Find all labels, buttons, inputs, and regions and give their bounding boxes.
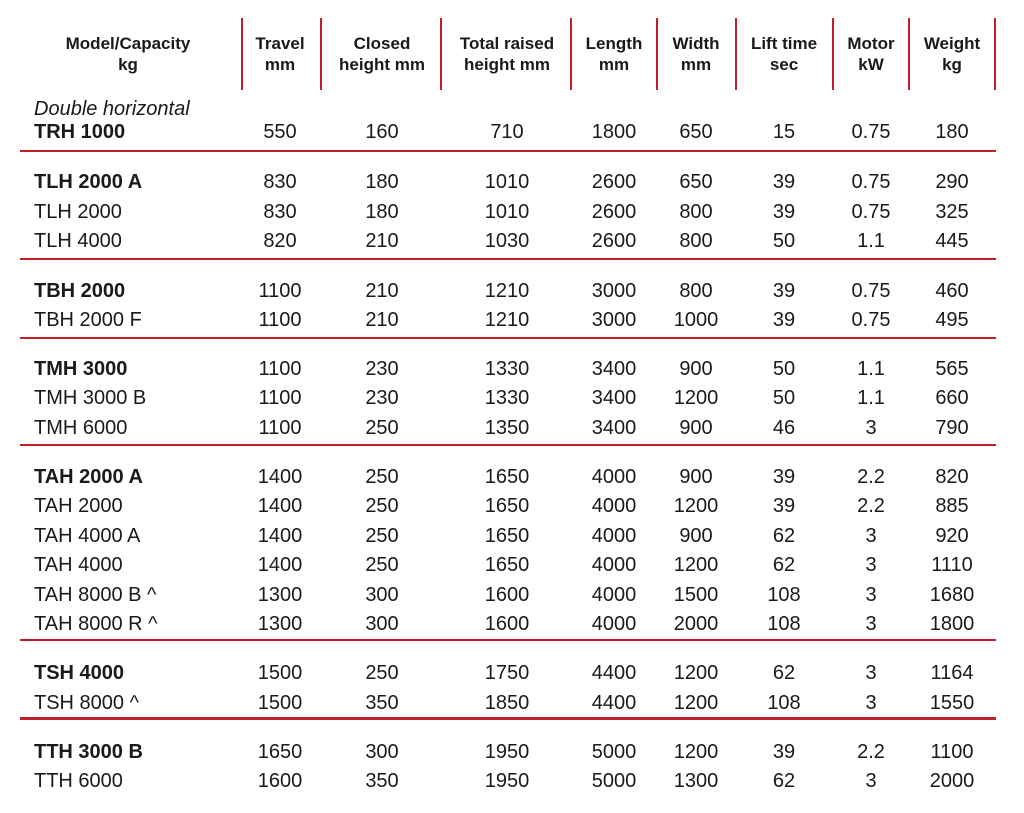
model-cell: TAH 8000 R ^ [34, 613, 158, 635]
motor-cell: 3 [865, 770, 877, 792]
travel-cell: 1500 [257, 692, 303, 714]
length-cell: 2600 [591, 171, 637, 193]
travel-cell: 1600 [257, 770, 303, 792]
closed-cell: 250 [365, 662, 399, 684]
lift-cell: 39 [772, 280, 796, 302]
motor-cell: 3 [865, 525, 877, 547]
width-cell: 1000 [673, 309, 719, 331]
model-cell: TSH 8000 ^ [34, 692, 139, 714]
width-cell: 2000 [673, 613, 719, 635]
travel-cell: 830 [263, 201, 297, 223]
header-motor [835, 18, 907, 90]
header-label-line2: sec [769, 55, 799, 74]
table-row [20, 306, 996, 336]
raised-cell: 1010 [484, 171, 530, 193]
motor-cell: 2.2 [857, 466, 885, 488]
width-cell: 800 [679, 230, 713, 252]
width-cell: 800 [679, 280, 713, 302]
weight-cell: 565 [935, 358, 969, 380]
header-label-line1: Travel [255, 34, 305, 53]
motor-cell: 3 [865, 662, 877, 684]
closed-cell: 300 [365, 741, 399, 763]
length-cell: 5000 [591, 741, 637, 763]
closed-cell: 230 [365, 358, 399, 380]
header-travel [240, 18, 320, 90]
motor-cell: 3 [865, 554, 877, 576]
header-weight [912, 18, 992, 90]
table-row [20, 738, 996, 768]
length-cell: 4000 [591, 495, 637, 517]
header-label-line1: Weight [923, 34, 981, 53]
length-cell: 5000 [591, 770, 637, 792]
weight-cell: 820 [935, 466, 969, 488]
header-column-divider [735, 18, 737, 90]
header-label-line1: Closed [353, 34, 411, 53]
weight-cell: 1550 [929, 692, 975, 714]
header-lift-time [739, 18, 829, 90]
raised-cell: 1030 [484, 230, 530, 252]
width-cell: 900 [679, 358, 713, 380]
header-model [23, 18, 233, 90]
table-row [20, 384, 996, 414]
travel-cell: 1400 [257, 525, 303, 547]
table-row [20, 118, 996, 148]
section-label: Double horizontal [34, 98, 190, 120]
model-cell: TAH 2000 [34, 495, 123, 517]
table-row [20, 463, 996, 493]
model-cell: TAH 8000 B ^ [34, 584, 157, 606]
raised-cell: 1650 [484, 525, 530, 547]
raised-cell: 1210 [484, 280, 530, 302]
table-row [20, 168, 996, 198]
header-column-divider [320, 18, 322, 90]
width-cell: 900 [679, 525, 713, 547]
travel-cell: 1300 [257, 613, 303, 635]
header-label-line1: Model/Capacity [65, 34, 191, 53]
header-label-line1: Width [672, 34, 720, 53]
raised-cell: 1010 [484, 201, 530, 223]
weight-cell: 2000 [929, 770, 975, 792]
length-cell: 4400 [591, 662, 637, 684]
length-cell: 2600 [591, 230, 637, 252]
raised-cell: 1650 [484, 466, 530, 488]
table-row [20, 492, 996, 522]
motor-cell: 3 [865, 613, 877, 635]
weight-cell: 1164 [930, 662, 974, 684]
closed-cell: 300 [365, 613, 399, 635]
group-divider [20, 639, 996, 641]
lift-cell: 15 [772, 121, 796, 143]
closed-cell: 210 [365, 309, 399, 331]
motor-cell: 0.75 [851, 121, 891, 143]
length-cell: 3000 [591, 280, 637, 302]
closed-cell: 250 [365, 525, 399, 547]
table-row [20, 414, 996, 444]
width-cell: 1300 [673, 770, 719, 792]
motor-cell: 0.75 [851, 201, 891, 223]
lift-cell: 62 [772, 554, 796, 576]
model-cell: TAH 2000 A [34, 466, 143, 488]
lift-cell: 50 [772, 230, 796, 252]
header-column-divider [241, 18, 243, 90]
header-label-line2: kg [118, 55, 138, 74]
closed-cell: 180 [365, 171, 399, 193]
model-cell: TSH 4000 [34, 662, 125, 684]
raised-cell: 1350 [484, 417, 530, 439]
model-cell: TMH 3000 B [34, 387, 147, 409]
width-cell: 1500 [673, 584, 719, 606]
motor-cell: 0.75 [851, 171, 891, 193]
weight-cell: 1100 [930, 741, 974, 763]
width-cell: 900 [679, 417, 713, 439]
header-label-line2: height mm [464, 55, 550, 74]
lift-cell: 39 [772, 495, 796, 517]
lift-cell: 39 [772, 309, 796, 331]
header-label-line2: mm [264, 55, 296, 74]
header-label-line1: Lift time [750, 34, 818, 53]
header-length [574, 18, 654, 90]
weight-cell: 180 [935, 121, 969, 143]
width-cell: 650 [679, 171, 713, 193]
header-column-divider [440, 18, 442, 90]
lift-cell: 50 [772, 387, 796, 409]
motor-cell: 3 [865, 584, 877, 606]
motor-cell: 2.2 [857, 741, 885, 763]
travel-cell: 1400 [257, 466, 303, 488]
table-row [20, 581, 996, 611]
header-width [659, 18, 733, 90]
closed-cell: 180 [365, 201, 399, 223]
group-divider [20, 444, 996, 446]
closed-cell: 250 [365, 417, 399, 439]
model-cell: TTH 3000 B [34, 741, 143, 763]
width-cell: 1200 [673, 662, 719, 684]
length-cell: 4000 [591, 466, 637, 488]
width-cell: 900 [679, 466, 713, 488]
group-divider [20, 337, 996, 339]
motor-cell: 1.1 [857, 230, 885, 252]
travel-cell: 1100 [258, 309, 302, 331]
width-cell: 1200 [673, 387, 719, 409]
header-label-line1: Length [585, 34, 643, 53]
table-row [20, 277, 996, 307]
length-cell: 3400 [591, 358, 637, 380]
model-cell: TAH 4000 A [34, 525, 141, 547]
weight-cell: 1110 [931, 554, 973, 576]
header-column-divider [570, 18, 572, 90]
raised-cell: 1330 [484, 358, 530, 380]
model-cell: TAH 4000 [34, 554, 123, 576]
raised-cell: 1950 [484, 770, 530, 792]
weight-cell: 495 [935, 309, 969, 331]
lift-cell: 39 [772, 741, 796, 763]
header-label-line2: height mm [339, 55, 425, 74]
closed-cell: 230 [365, 387, 399, 409]
lift-cell: 39 [772, 171, 796, 193]
lift-cell: 39 [772, 201, 796, 223]
travel-cell: 1300 [257, 584, 303, 606]
header-label-line2: kW [858, 55, 884, 74]
raised-cell: 1650 [484, 554, 530, 576]
table-row [20, 227, 996, 257]
raised-cell: 1600 [484, 584, 530, 606]
raised-cell: 710 [490, 121, 524, 143]
model-cell: TMH 3000 [34, 358, 128, 380]
weight-cell: 1800 [929, 613, 975, 635]
motor-cell: 1.1 [857, 387, 885, 409]
lift-cell: 50 [772, 358, 796, 380]
width-cell: 1200 [673, 692, 719, 714]
raised-cell: 1600 [484, 613, 530, 635]
travel-cell: 1400 [257, 554, 303, 576]
travel-cell: 820 [263, 230, 297, 252]
weight-cell: 445 [935, 230, 969, 252]
lift-cell: 46 [772, 417, 796, 439]
raised-cell: 1330 [484, 387, 530, 409]
table-row [20, 610, 996, 640]
weight-cell: 885 [935, 495, 969, 517]
model-cell: TBH 2000 [34, 280, 126, 302]
closed-cell: 210 [365, 280, 399, 302]
closed-cell: 250 [365, 554, 399, 576]
table-row [20, 689, 996, 719]
width-cell: 1200 [673, 495, 719, 517]
header-column-divider [994, 18, 996, 90]
group-divider [20, 258, 996, 260]
travel-cell: 1100 [258, 387, 302, 409]
weight-cell: 1680 [929, 584, 975, 606]
header-raised [442, 18, 572, 90]
group-divider [20, 150, 996, 152]
lift-cell: 108 [767, 584, 801, 606]
raised-cell: 1210 [484, 309, 530, 331]
raised-cell: 1650 [484, 495, 530, 517]
length-cell: 4000 [591, 525, 637, 547]
header-column-divider [656, 18, 658, 90]
table-row [20, 522, 996, 552]
closed-cell: 210 [365, 230, 399, 252]
length-cell: 4000 [591, 584, 637, 606]
lift-cell: 62 [772, 662, 796, 684]
group-divider [20, 717, 996, 720]
table-row [20, 355, 996, 385]
length-cell: 4000 [591, 613, 637, 635]
travel-cell: 1400 [257, 495, 303, 517]
raised-cell: 1950 [484, 741, 530, 763]
lift-cell: 62 [772, 770, 796, 792]
travel-cell: 1100 [258, 358, 302, 380]
motor-cell: 1.1 [857, 358, 885, 380]
model-cell: TTH 6000 [34, 770, 123, 792]
closed-cell: 350 [365, 692, 399, 714]
motor-cell: 0.75 [851, 280, 891, 302]
model-cell: TLH 2000 [34, 201, 122, 223]
raised-cell: 1850 [484, 692, 530, 714]
header-closed [332, 18, 432, 90]
header-column-divider [908, 18, 910, 90]
model-cell: TLH 2000 A [34, 171, 143, 193]
travel-cell: 1100 [258, 417, 302, 439]
model-cell: TRH 1000 [34, 121, 126, 143]
header-label-line2: mm [680, 55, 712, 74]
table-row [20, 659, 996, 689]
motor-cell: 0.75 [851, 309, 891, 331]
lift-cell: 62 [772, 525, 796, 547]
width-cell: 1200 [673, 554, 719, 576]
travel-cell: 1100 [258, 280, 302, 302]
closed-cell: 350 [365, 770, 399, 792]
travel-cell: 830 [263, 171, 297, 193]
header-label-line1: Motor [847, 34, 895, 53]
header-column-divider [832, 18, 834, 90]
motor-cell: 2.2 [857, 495, 885, 517]
travel-cell: 1650 [257, 741, 303, 763]
table-row [20, 551, 996, 581]
closed-cell: 250 [365, 466, 399, 488]
lift-cell: 108 [767, 613, 801, 635]
length-cell: 3400 [591, 387, 637, 409]
lift-cell: 39 [772, 466, 796, 488]
header-label-line2: kg [942, 55, 962, 74]
motor-cell: 3 [865, 417, 877, 439]
weight-cell: 660 [935, 387, 969, 409]
table-row [20, 198, 996, 228]
length-cell: 4000 [591, 554, 637, 576]
closed-cell: 250 [365, 495, 399, 517]
weight-cell: 460 [935, 280, 969, 302]
length-cell: 4400 [591, 692, 637, 714]
travel-cell: 1500 [257, 662, 303, 684]
length-cell: 2600 [591, 201, 637, 223]
motor-cell: 3 [865, 692, 877, 714]
closed-cell: 300 [365, 584, 399, 606]
model-cell: TMH 6000 [34, 417, 128, 439]
model-cell: TBH 2000 F [34, 309, 142, 331]
lift-cell: 108 [767, 692, 801, 714]
table-row [20, 767, 996, 797]
length-cell: 3400 [591, 417, 637, 439]
raised-cell: 1750 [484, 662, 530, 684]
model-cell: TLH 4000 [34, 230, 122, 252]
weight-cell: 290 [935, 171, 969, 193]
length-cell: 3000 [591, 309, 637, 331]
length-cell: 1800 [591, 121, 637, 143]
width-cell: 1200 [673, 741, 719, 763]
weight-cell: 325 [935, 201, 969, 223]
header-label-line1: Total raised [459, 34, 555, 53]
width-cell: 650 [679, 121, 713, 143]
travel-cell: 550 [263, 121, 297, 143]
header-label-line2: mm [598, 55, 630, 74]
weight-cell: 790 [935, 417, 969, 439]
weight-cell: 920 [935, 525, 969, 547]
width-cell: 800 [679, 201, 713, 223]
closed-cell: 160 [365, 121, 399, 143]
